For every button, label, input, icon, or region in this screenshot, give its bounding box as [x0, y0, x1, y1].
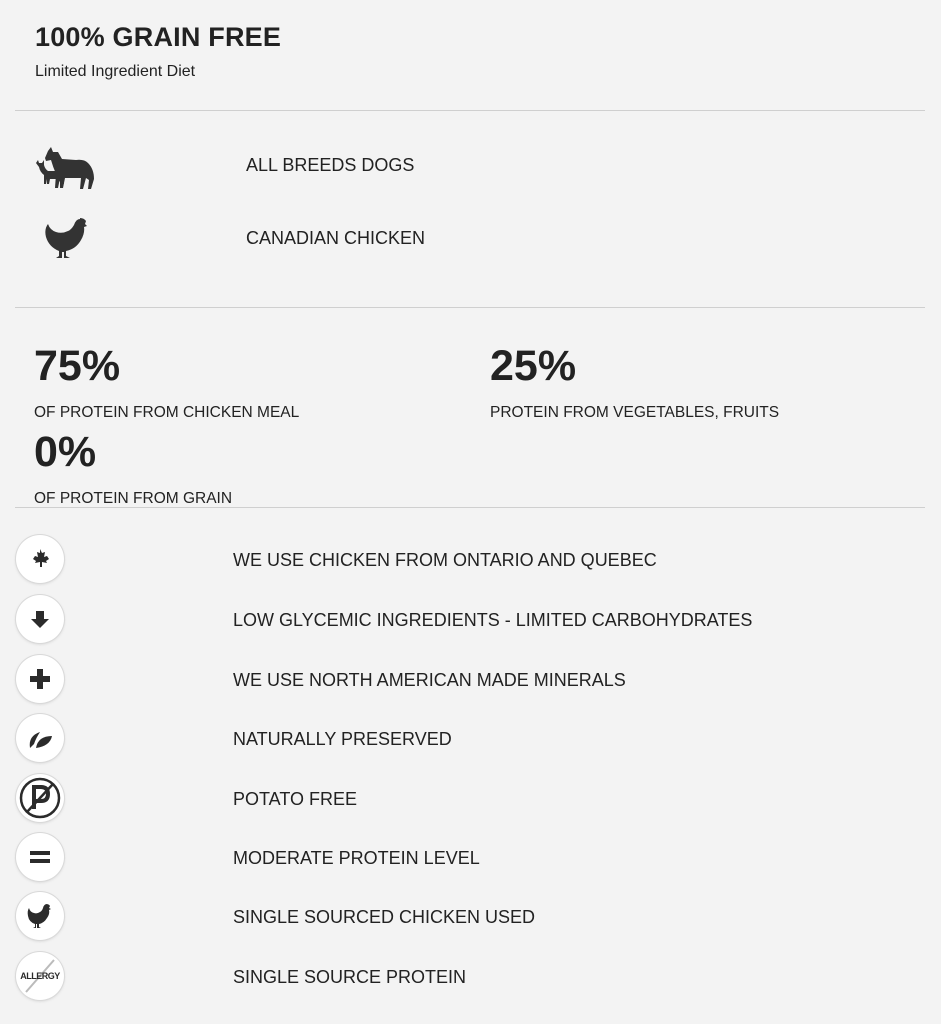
divider	[15, 307, 925, 308]
chicken-icon	[30, 214, 105, 264]
stat-vegetables-fruits	[490, 342, 780, 422]
leaf-icon	[16, 714, 64, 762]
feature-label: ALL BREEDS DOGS	[246, 155, 415, 175]
benefit-label: WE USE NORTH AMERICAN MADE MINERALS	[233, 670, 626, 690]
maple-leaf-icon	[16, 535, 64, 583]
benefit-label: WE USE CHICKEN FROM ONTARIO AND QUEBEC	[233, 550, 657, 570]
stat-grain	[34, 428, 233, 508]
page-subtitle: Limited Ingredient Diet	[35, 63, 196, 80]
stat-caption: OF PROTEIN FROM GRAIN	[34, 490, 233, 507]
feature-canadian-chicken	[30, 214, 910, 264]
benefit-label: SINGLE SOURCE PROTEIN	[233, 967, 467, 987]
benefit-row	[16, 774, 916, 824]
down-arrow-icon	[16, 595, 64, 643]
benefit-row	[16, 655, 916, 705]
plus-icon	[16, 655, 64, 703]
benefit-row	[16, 952, 916, 1002]
no-potato-icon	[16, 774, 64, 822]
equals-icon	[16, 833, 64, 881]
stat-caption: OF PROTEIN FROM CHICKEN MEAL	[34, 404, 300, 421]
stat-value: 0%	[34, 428, 97, 476]
chicken-icon	[16, 892, 64, 940]
benefit-label: LOW GLYCEMIC INGREDIENTS - LIMITED CARBOHYDRATES	[233, 610, 753, 630]
page-title: 100% GRAIN FREE	[35, 22, 282, 52]
benefit-label: POTATO FREE	[233, 789, 358, 809]
stat-chicken-meal	[34, 342, 300, 422]
page-header	[35, 22, 281, 81]
divider	[15, 507, 925, 508]
stat-value: 75%	[34, 342, 121, 390]
benefit-row	[16, 892, 916, 942]
benefit-row	[16, 535, 916, 585]
benefit-row	[16, 595, 916, 645]
divider	[15, 110, 925, 111]
benefit-row	[16, 714, 916, 764]
stat-value: 25%	[490, 342, 577, 390]
dogs-icon	[30, 141, 105, 191]
feature-label: CANADIAN CHICKEN	[246, 228, 426, 248]
no-allergy-icon	[16, 952, 64, 1000]
benefit-label: MODERATE PROTEIN LEVEL	[233, 848, 480, 868]
feature-all-breeds	[30, 141, 910, 191]
stat-caption: PROTEIN FROM VEGETABLES, FRUITS	[490, 404, 780, 421]
svg-text:ALLERGY: ALLERGY	[20, 971, 60, 981]
benefit-label: NATURALLY PRESERVED	[233, 729, 452, 749]
benefit-label: SINGLE SOURCED CHICKEN USED	[233, 907, 536, 927]
benefit-row	[16, 833, 916, 883]
